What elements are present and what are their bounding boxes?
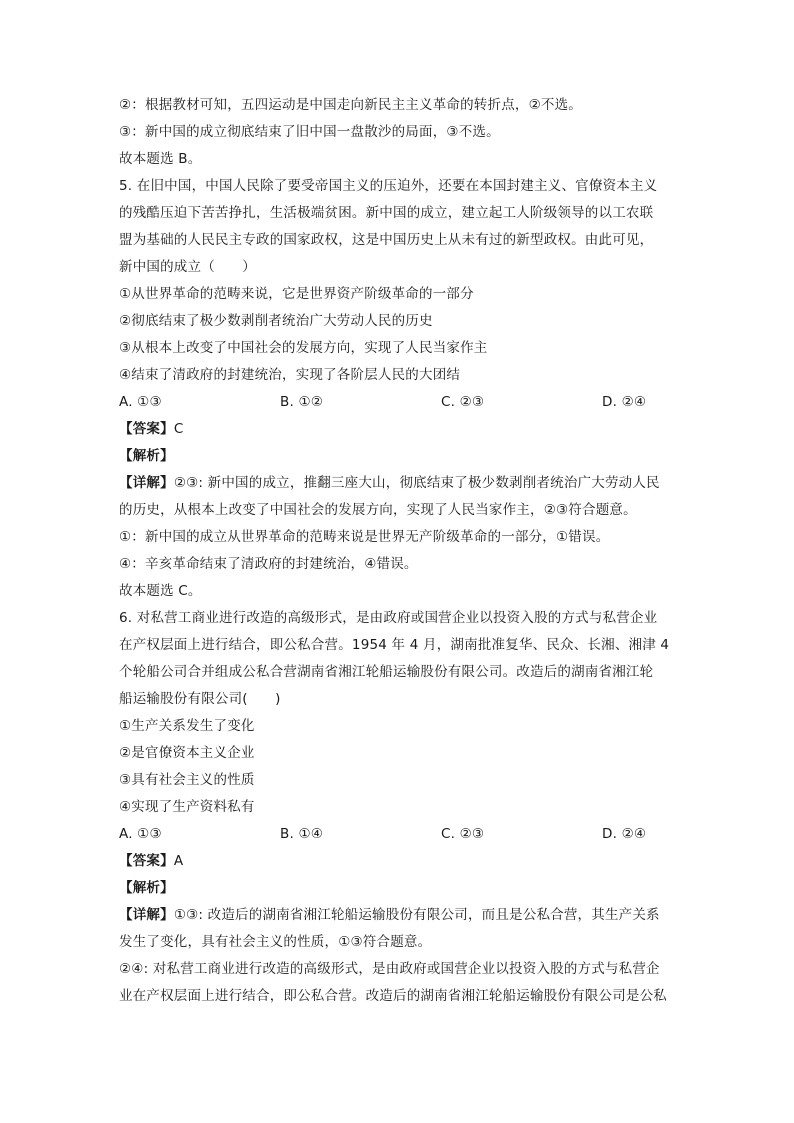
q6-detail-tag: 【详解】 — [119, 907, 174, 923]
q5-analysis-heading — [119, 443, 679, 470]
q6-detail-line: 发生了变化，具有社会主义的性质，①③符合题意。 — [119, 934, 432, 950]
q5-statement: ①从世界革命的范畴来说，它是世界资产阶级革命的一部分 — [119, 286, 474, 302]
q6-stem-line: 个轮船公司合并组成公私合营湖南省湘江轮船运输股份有限公司。改造后的湖南省湘江轮 — [119, 664, 654, 680]
q5-statement: ④结束了清政府的封建统治，实现了各阶层人民的大团结 — [119, 367, 461, 383]
q5-option-d: D. ②④ — [602, 394, 647, 410]
q6-detail-line: 业在产权层面上进行结合，即公私合营。改造后的湖南省湘江轮船运输股份有限公司是公私 — [119, 988, 667, 1004]
q5-answer-tag: 【答案】 — [119, 421, 174, 437]
prev-conclusion: 故本题选 B。 — [119, 151, 202, 167]
document-content — [119, 92, 679, 1010]
q5-options — [119, 389, 679, 416]
q6-answer-tag: 【答案】 — [119, 853, 174, 869]
q5-answer-value: C — [173, 421, 184, 437]
q6-answer-value: A — [173, 853, 184, 869]
q6-statement: ②是官僚资本主义企业 — [119, 745, 255, 761]
q5-detail-line: ①：新中国的成立从世界革命的范畴来说是世界无产阶级革命的一部分，①错误。 — [119, 529, 610, 545]
q5-stem-line: 5. 在旧中国，中国人民除了要受帝国主义的压迫外，还要在本国封建主义、官僚资本主义 — [119, 178, 658, 194]
q6-options — [119, 821, 679, 848]
q5-detail-line — [119, 470, 679, 497]
q5-option-b: B. ①② — [280, 394, 324, 410]
q6-stem-line: 6. 对私营工商业进行改造的高级形式，是由政府或国营企业以投资入股的方式与私营企业 — [119, 610, 658, 626]
q6-stem-line: 在产权层面上进行结合，即公私合营。1954 年 4 月，湖南批准复华、民众、长湘、湘津 4 — [119, 637, 670, 653]
q6-option-c: C. ②③ — [441, 826, 485, 842]
q6-option-d: D. ②④ — [602, 826, 647, 842]
q5-analysis-tag: 【解析】 — [119, 448, 174, 464]
q5-detail-text: ②③: 新中国的成立，推翻三座大山，彻底结束了极少数剥削者统治广大劳动人民 — [173, 475, 660, 491]
q6-answer — [119, 848, 679, 875]
q5-detail-tag: 【详解】 — [119, 475, 174, 491]
q6-detail-text: ①③: 改造后的湖南省湘江轮船运输股份有限公司，而且是公私合营，其生产关系 — [173, 907, 660, 923]
q5-answer — [119, 416, 679, 443]
q6-option-a: A. ①③ — [119, 826, 162, 842]
q6-analysis-tag: 【解析】 — [119, 880, 174, 896]
q6-stem-line: 船运输股份有限公司( ) — [119, 691, 281, 707]
prev-analysis-item-3: ③：新中国的成立彻底结束了旧中国一盘散沙的局面，③不选。 — [119, 124, 500, 140]
q6-detail-line: ②④: 对私营工商业进行改造的高级形式，是由政府或国营企业以投资入股的方式与私营企 — [119, 961, 660, 977]
q6-analysis-heading — [119, 875, 679, 902]
q6-option-b: B. ①④ — [280, 826, 324, 842]
q5-option-c: C. ②③ — [441, 394, 485, 410]
q5-conclusion: 故本题选 C。 — [119, 583, 202, 599]
q5-stem-line: 盟为基础的人民民主专政的国家政权，这是中国历史上从未有过的新型政权。由此可见， — [119, 232, 654, 248]
q6-statement: ④实现了生产资料私有 — [119, 799, 255, 815]
q5-detail-line: 的历史，从根本上改变了中国社会的发展方向，实现了人民当家作主，②③符合题意。 — [119, 502, 637, 518]
q6-statement: ③具有社会主义的性质 — [119, 772, 255, 788]
q5-statement: ③从根本上改变了中国社会的发展方向，实现了人民当家作主 — [119, 340, 488, 356]
prev-analysis-item-2: ②：根据教材可知，五四运动是中国走向新民主主义革命的转折点，②不选。 — [119, 97, 583, 113]
q5-stem-line: 新中国的成立（ ） — [119, 259, 256, 275]
q5-statement: ②彻底结束了极少数剥削者统治广大劳动人民的历史 — [119, 313, 433, 329]
q6-detail-line — [119, 902, 679, 929]
q5-detail-line: ④：辛亥革命结束了清政府的封建统治，④错误。 — [119, 556, 418, 572]
q6-statement: ①生产关系发生了变化 — [119, 718, 255, 734]
q5-stem-line: 的残酷压迫下苦苦挣扎，生活极端贫困。新中国的成立，建立起工人阶级领导的以工农联 — [119, 205, 654, 221]
q5-option-a: A. ①③ — [119, 394, 162, 410]
